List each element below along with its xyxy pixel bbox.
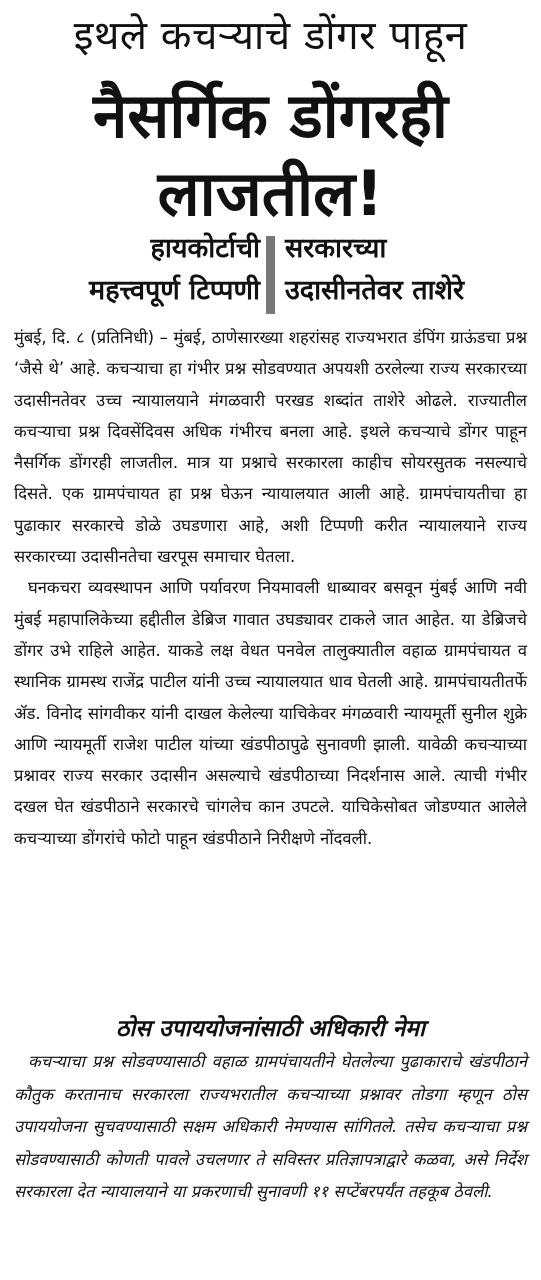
paragraph-2: घनकचरा व्यवस्थापन आणि पर्यावरण नियमावली धाब्यावर बसवून मुंबई आणि नवी मुंबई महापालिकेच्या हद्दीतील डेब्रिज गावात उघड्यावर टाकले जात आहेत. या डेब्रिजचे डोंगर उभे राहिले आहेत. याकडे लक्ष वेधत पनवेल तालुक्यातील वहाळ ग्रामपंचायत व स्थानिक ग्रामस्थ राजेंद्र पाटील यांनी उच्च न्यायालयात धाव घेतली आहे. ग्रामपंचायतीतर्फे ॲड. विनोद सांगवीकर यांनी दाखल केलेल्या याचिकेवर मंगळवारी न्यायमूर्ती सुनील शुक्रे आणि न्यायमूर्ती राजेश पाटील यांच्या खंडपीठापुढे सुनावणी झाली. यावेळी कचऱ्याच्या प्रश्नावर राज्य सरकार उदासीन असल्याचे खंडपीठाच्या निदर्शनास आले. त्याची गंभीर दखल घेत खंडपीठाने सरकारचे चांगलेच कान उपटले. याचिकेसोबत जोडण्यात आलेले कचऱ्याच्या डोंगरांचे फोटो पाहून खंडपीठाने निरीक्षणे नोंदवली. [14,578,527,848]
paragraph-3: कचऱ्याचा प्रश्न सोडवण्यासाठी वहाळ ग्रामपंचायतीने घेतलेल्या पुढाकाराचे खंडपीठाने कौतुक करतानाच सरकारला राज्यभरातील कचऱ्याच्या प्रश्नावर तोडगा म्हणून ठोस उपाययोजना सुचवण्यासाठी सक्षम अधिकारी नेमण्यास सांगितले. तसेच कचऱ्याचा प्रश्न सोडवण्यासाठी कोणती पावले उचलणार ते सविस्तर प्रतिज्ञापत्राद्वारे कळवा, असे निर्देश सरकारला देत न्यायालयाने या प्रकरणाची सुनावणी ११ सप्टेंबरपर्यंत तहकूब ठेवली. [14,1052,527,1201]
article-body-italic [14,1046,527,1209]
kicker-left-line-2: महत्त्वपूर्ण टिप्पणी [89,275,260,306]
kicker-right-line-1: सरकारच्या [285,233,387,264]
kicker [0,228,541,320]
headline-line-1: इथले कचऱ्याचे डोंगर पाहून [73,13,468,59]
kicker-left [89,228,260,312]
subheading: ठोस उपाययोजनांसाठी अधिकारी नेमा [116,1016,425,1042]
paragraph-1: मुंबई, दि. ८ (प्रतिनिधी) – मुंबई, ठाणेसारख्या शहरांसह राज्यभरात डंपिंग ग्राऊंडचा प्रश्न ‘जैसे थे’ आहे. कचऱ्याचा हा गंभीर प्रश्न सोडवण्यात अपयशी ठरलेल्या राज्य सरकारच्या उदासीनतेवर उच्च न्यायालयाने मंगळवारी परखड शब्दांत ताशेरे ओढले. राज्यातील कचऱ्याचा प्रश्न दिवसेंदिवस अधिक गंभीरच बनला आहे. इथले कचऱ्याचे डोंगर पाहून नैसर्गिक डोंगरही लाजतील. मात्र या प्रश्नाचे सरकारला काहीच सोयरसुतक नसल्याचे दिसते. एक ग्रामपंचायत हा प्रश्न घेऊन न्यायालयात आली आहे. ग्रामपंचायतीचा हा पुढाकार सरकारचे डोळे उघडणारा आहे, अशी टिप्पणी करीत न्यायालयाने राज्य सरकारच्या उदासीनतेचा खरपूस समाचार घेतला. [14,328,527,567]
kicker-left-line-1: हायकोर्टाची [150,233,260,264]
kicker-right [285,228,464,312]
kicker-divider [266,236,275,314]
headline-line-3: लाजतील! [157,157,384,230]
headline-line-2: नैसर्गिक डोंगरही [93,79,448,152]
article-body [14,322,527,854]
kicker-right-line-2: उदासीनतेवर ताशेरे [285,275,464,306]
